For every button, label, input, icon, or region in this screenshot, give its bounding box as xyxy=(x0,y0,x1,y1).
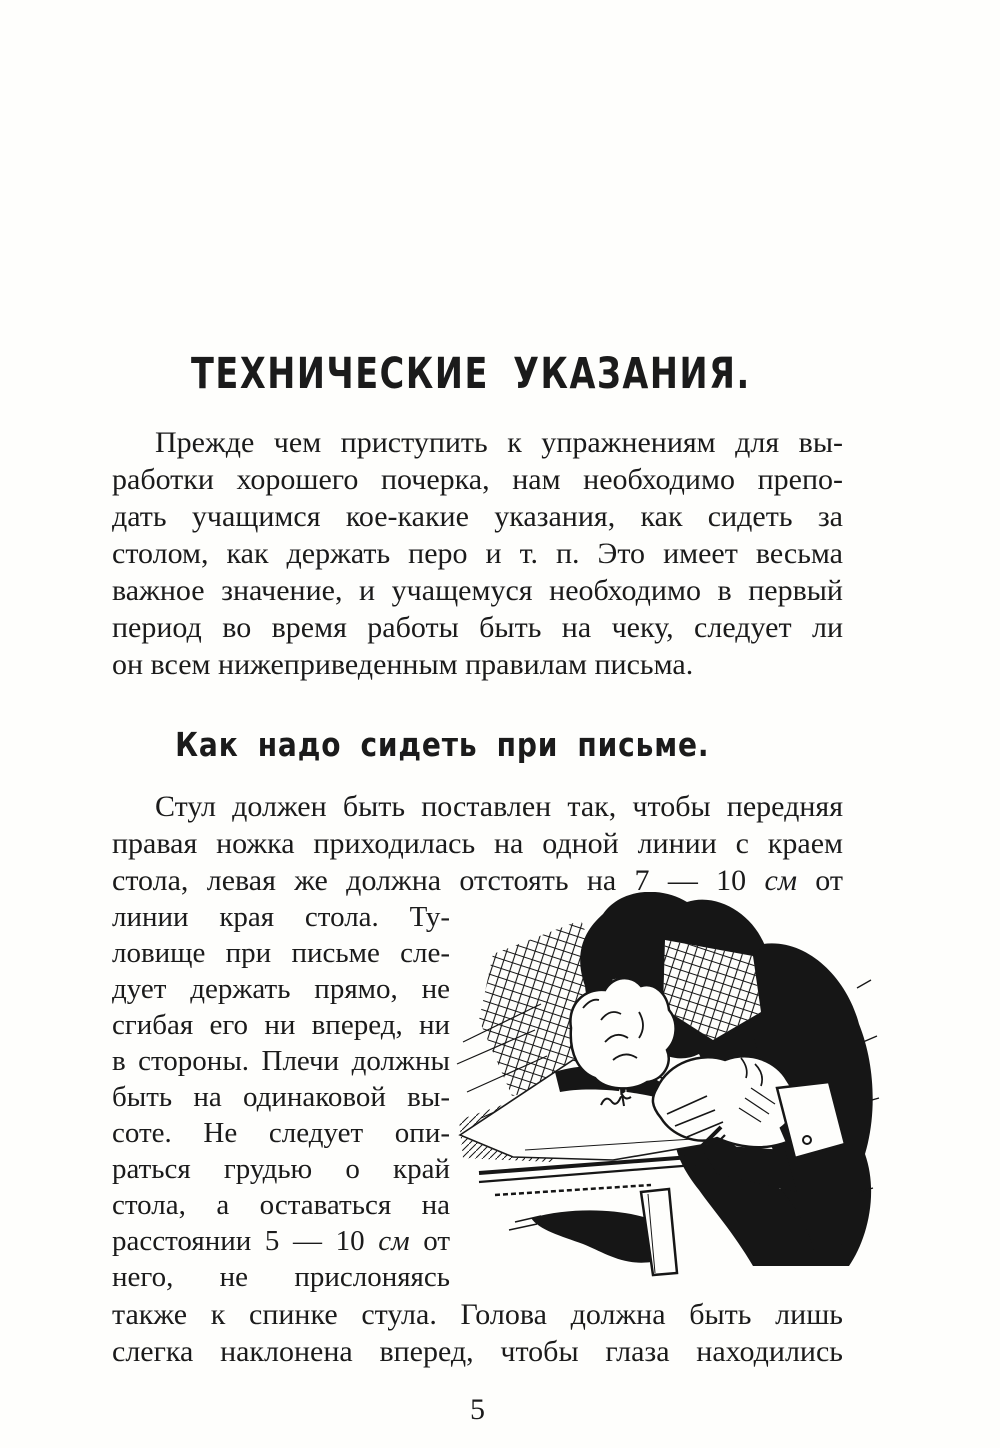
text-line: важное значение, и учащемуся необходимо в первый xyxy=(112,574,843,607)
text-line: столом, как держать перо и т. п. Это имеет весьма xyxy=(112,537,843,570)
text-segment: от xyxy=(409,1225,450,1257)
text-line: раться грудью о край xyxy=(112,1153,450,1185)
text-line xyxy=(112,1223,450,1259)
text-line: он всем нижеприведенным правилам письма. xyxy=(112,648,694,681)
text-line: быть на одинаковой вы- xyxy=(112,1081,450,1113)
text-line: дует держать прямо, не xyxy=(112,973,450,1005)
section-heading xyxy=(112,725,773,765)
text-line: также к спинке стула. Голова должна быть лишь xyxy=(112,1298,843,1331)
text-line: ловище при письме сле- xyxy=(112,937,450,969)
text-line: период во время работы быть на чеку, следует ли xyxy=(112,611,843,644)
writing-hands-drawing xyxy=(455,892,880,1295)
section-heading-text: Как надо сидеть при письме. xyxy=(175,725,710,764)
text-line: дать учащимся кое-какие указания, как сидеть за xyxy=(112,500,843,533)
text-line: соте. Не следует опи- xyxy=(112,1117,450,1149)
text-line: стола, а оставаться на xyxy=(112,1189,450,1221)
text-segment: расстоянии 5 — 10 xyxy=(112,1225,379,1257)
page-title-text: ТЕХНИЧЕСКИЕ УКАЗАНИЯ. xyxy=(190,349,751,399)
italic-text-segment: см xyxy=(378,1225,410,1257)
text-line: слегка наклонена вперед, чтобы глаза находились xyxy=(112,1335,843,1368)
page-number: 5 xyxy=(470,1393,485,1426)
paragraph-sitting-intro xyxy=(112,788,843,899)
text-line: работки хорошего почерка, нам необходимо препо- xyxy=(112,463,843,496)
text-segment: от xyxy=(796,864,843,897)
writing-hand xyxy=(570,978,675,1088)
page-title xyxy=(112,350,795,398)
text-line: него, не прислоняясь xyxy=(112,1261,450,1293)
text-line: в стороны. Плечи должны xyxy=(112,1045,450,1077)
text-block xyxy=(112,0,843,1428)
text-segment: стола, левая же должна отстоять на 7 — 10 xyxy=(112,864,765,897)
paragraph-sitting-wrapped xyxy=(112,899,450,1295)
table-apron-scribble xyxy=(495,1185,651,1195)
text-and-figure-section xyxy=(112,899,843,1296)
under-table-shadow xyxy=(531,1210,651,1262)
paragraph-intro xyxy=(112,424,843,683)
text-line: сгибая его ни вперед, ни xyxy=(112,1009,450,1041)
text-line: Прежде чем приступить к упражнениям для вы- xyxy=(155,426,843,459)
text-line: правая ножка приходилась на одной линии с краем xyxy=(112,827,843,860)
italic-text-segment: см xyxy=(764,864,797,897)
text-line: линии края стола. Ту- xyxy=(112,901,450,933)
paragraph-sitting-tail xyxy=(112,1296,843,1370)
writing-hands-illustration xyxy=(455,892,880,1295)
text-line: Стул должен быть поставлен так, чтобы передняя xyxy=(155,790,843,823)
